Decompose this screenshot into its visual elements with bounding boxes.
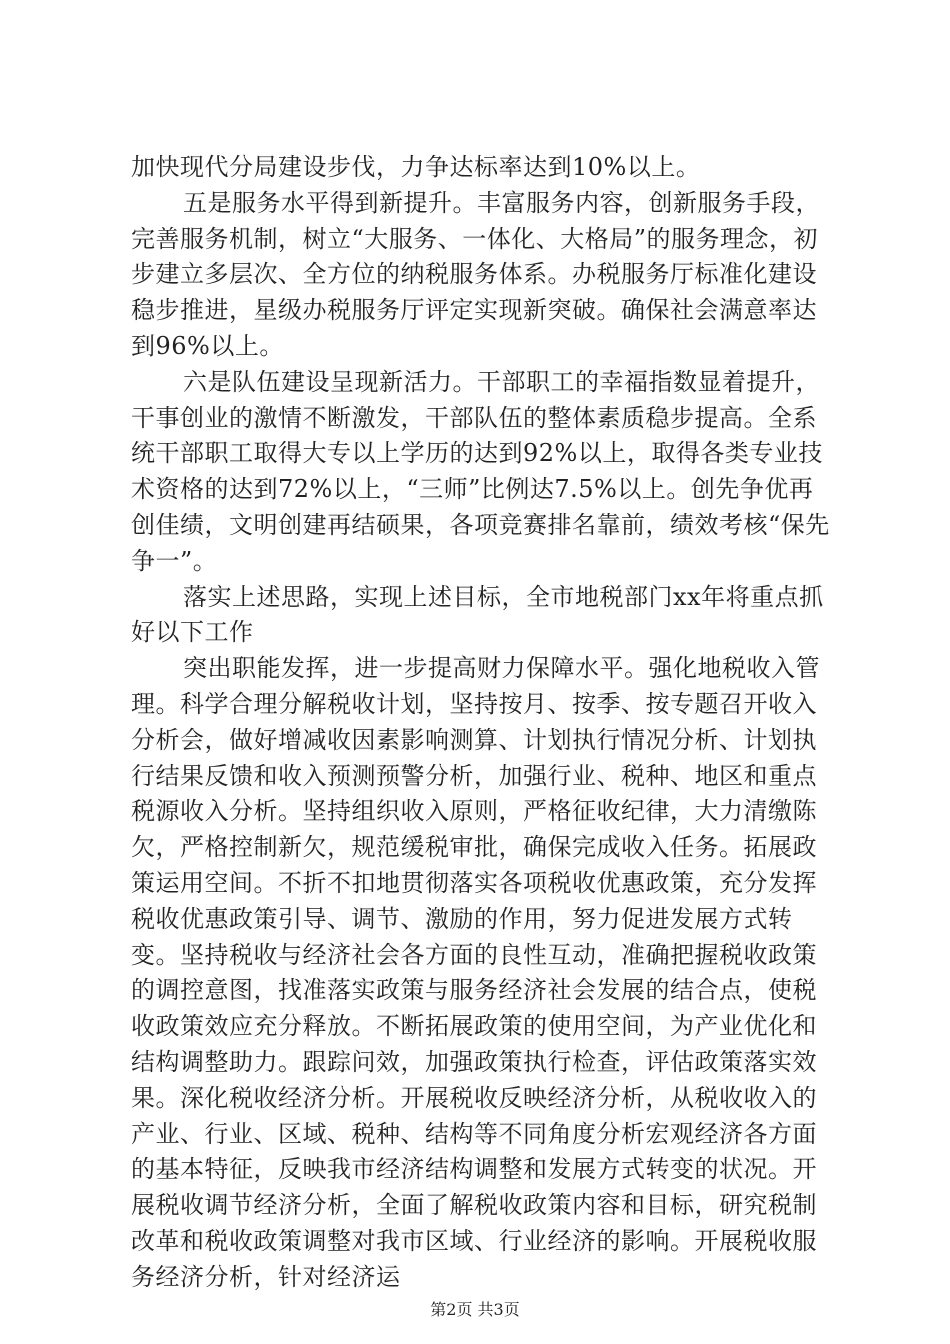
paragraph-5: 突出职能发挥，进一步提高财力保障水平。强化地税收入管理。科学合理分解税收计划，坚持按月、按季、按专题召开收入分析会，做好增减收因素影响测算、计划执行情况分析、计划执行结果反馈和收入预测预警分析，加强行业、税种、地区和重点税源收入分析。坚持组织收入原则，严格征收纪律，大力清缴陈欠，严格控制新欠，规范缓税审批，确保完成收入任务。拓展政策运用空间。不折不扣地贯彻落实各项税收优惠政策，充分发挥税收优惠政策引导、调节、激励的作用，努力促进发展方式转变。坚持税收与经济社会各方面的良性互动，准确把握税收政策的调控意图，找准落实政策与服务经济社会发展的结合点，使税收政策效应充分释放。不断拓展政策的使用空间，为产业优化和结构调整助力。跟踪问效，加强政策执行检查，评估政策落实效果。深化税收经济分析。开展税收反映经济分析，从税收收入的产业、行业、区域、税种、结构等不同角度分析宏观经济各方面的基本特征，反映我市经济结构调整和发展方式转变的状况。开展税收调节经济分析，全面了解税收政策内容和目标，研究税制改革和税收政策调整对我市区域、行业经济的影响。开展税收服务经济分析，针对经济运	[131, 654, 820, 1291]
page-number: 第2页 共3页	[430, 1300, 520, 1319]
paragraph-2: 五是服务水平得到新提升。丰富服务内容，创新服务手段，完善服务机制，树立“大服务、一体化、大格局”的服务理念，初步建立多层次、全方位的纳税服务体系。办税服务厅标准化建设稳步推进，星级办税服务厅评定实现新突破。确保社会满意率达到96%以上。	[131, 188, 820, 360]
paragraph-4: 落实上述思路，实现上述目标，全市地税部门xx年将重点抓好以下工作	[131, 582, 824, 647]
body-text	[131, 150, 831, 1296]
paragraph-3: 六是队伍建设呈现新活力。干部职工的幸福指数显着提升，干事创业的激情不断激发，干部队伍的整体素质稳步提高。全系统干部职工取得大专以上学历的达到92%以上，取得各类专业技术资格的达到72%以上，“三师”比例达7.5%以上。创先争优再创佳绩，文明创建再结硕果，各项竞赛排名靠前，绩效考核“保先争一”。	[131, 367, 830, 575]
paragraph-1: 加快现代分局建设步伐，力争达标率达到10%以上。	[131, 153, 701, 181]
